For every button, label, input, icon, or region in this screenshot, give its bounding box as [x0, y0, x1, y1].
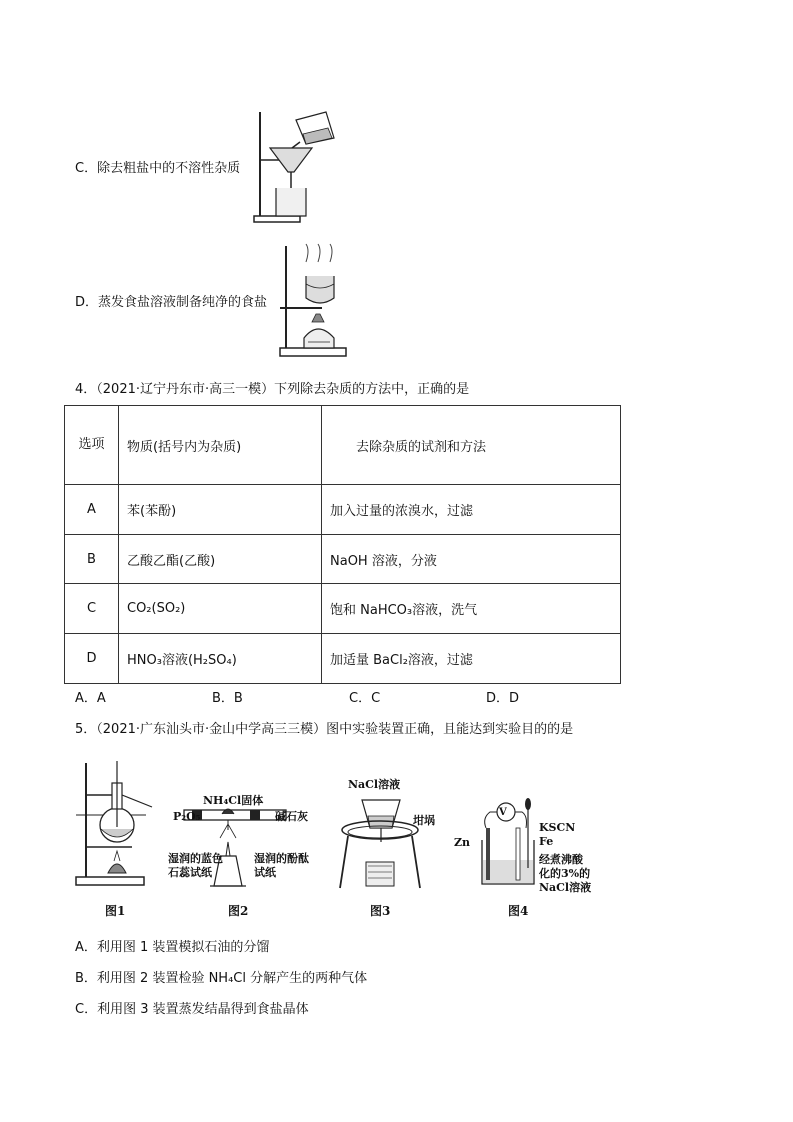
table-row	[65, 634, 621, 684]
row-d-substance: HNO₃溶液(H₂SO₄)	[119, 634, 322, 684]
header-cell-method: 去除杂质的试剂和方法	[322, 406, 621, 485]
q3-option-c: C．除去粗盐中的不溶性杂质	[75, 161, 241, 176]
fig2-caption: 图2	[228, 904, 249, 918]
fig3-nacl-label: NaCl溶液	[348, 778, 401, 791]
row-b-method: NaOH 溶液，分液	[322, 535, 621, 584]
q4-choice-b[interactable]: B．B	[212, 691, 243, 706]
fig2-phenol-label-1: 湿润的酚酞	[254, 852, 309, 865]
table-header-row	[65, 406, 621, 485]
fig4-fe-label: Fe	[539, 835, 554, 848]
fig4-kscn-label: KSCN	[539, 821, 576, 834]
fig1-distillation-image	[72, 755, 162, 890]
fig3-caption: 图3	[370, 904, 391, 918]
fig2-p2o5-label: P₂O₅	[173, 810, 201, 823]
fig1-caption: 图1	[105, 904, 126, 918]
fig4-cell-image	[472, 798, 542, 890]
table-row	[65, 584, 621, 634]
q5-option-a[interactable]: A．利用图 1 装置模拟石油的分馏	[75, 940, 270, 955]
q4-stem: 4．（2021·辽宁丹东市·高三一模）下列除去杂质的方法中，正确的是	[75, 382, 470, 397]
header-cell-substance: 物质(括号内为杂质)	[119, 406, 322, 485]
row-b-substance: 乙酸乙酯(乙酸)	[119, 535, 322, 584]
row-d-option: D	[65, 634, 119, 684]
table-row	[65, 485, 621, 535]
fig2-soda-lime-label: 碱石灰	[275, 810, 308, 823]
fig4-zn-label: Zn	[454, 836, 471, 849]
row-b-option: B	[65, 535, 119, 584]
fig4-solution-label-2: 化的3%的	[539, 867, 591, 880]
fig2-phenol-label-2: 试纸	[254, 866, 276, 879]
q4-choice-d[interactable]: D．D	[486, 691, 520, 706]
row-a-method: 加入过量的浓溴水，过滤	[322, 485, 621, 535]
fig2-blue-litmus-label-1: 湿润的蓝色	[168, 852, 223, 865]
row-c-option: C	[65, 584, 119, 634]
fig2-blue-litmus-label-2: 石蕊试纸	[168, 866, 212, 879]
q5-option-c[interactable]: C．利用图 3 装置蒸发结晶得到食盐晶体	[75, 1002, 309, 1017]
evaporation-apparatus-image	[272, 242, 352, 362]
row-a-option: A	[65, 485, 119, 535]
fig3-crucible-image	[330, 792, 440, 892]
q4-option-table	[64, 405, 621, 684]
fig3-crucible-label: 坩埚	[413, 814, 435, 827]
row-c-method: 饱和 NaHCO₃溶液，洗气	[322, 584, 621, 634]
fig4-solution-label-3: NaCl溶液	[539, 881, 592, 894]
row-a-substance: 苯(苯酚)	[119, 485, 322, 535]
q5-stem: 5．（2021·广东汕头市·金山中学高三三模）图中实验装置正确，且能达到实验目的的是	[75, 722, 574, 737]
filtration-apparatus-image	[248, 108, 338, 230]
q4-choice-c[interactable]: C．C	[349, 691, 381, 706]
q5-option-b[interactable]: B．利用图 2 装置检验 NH₄Cl 分解产生的两种气体	[75, 971, 368, 986]
fig4-solution-label-1: 经煮沸酸	[539, 853, 583, 866]
row-c-substance: CO₂(SO₂)	[119, 584, 322, 634]
fig2-nh4cl-label: NH₄Cl固体	[203, 794, 264, 807]
row-d-method: 加适量 BaCl₂溶液，过滤	[322, 634, 621, 684]
table-row	[65, 535, 621, 584]
fig4-caption: 图4	[508, 904, 529, 918]
header-cell-option: 选项	[65, 406, 119, 485]
q3-option-d: D．蒸发食盐溶液制备纯净的食盐	[75, 295, 268, 310]
q4-choice-a[interactable]: A．A	[75, 691, 106, 706]
fig4-voltmeter-label: V	[499, 807, 507, 818]
